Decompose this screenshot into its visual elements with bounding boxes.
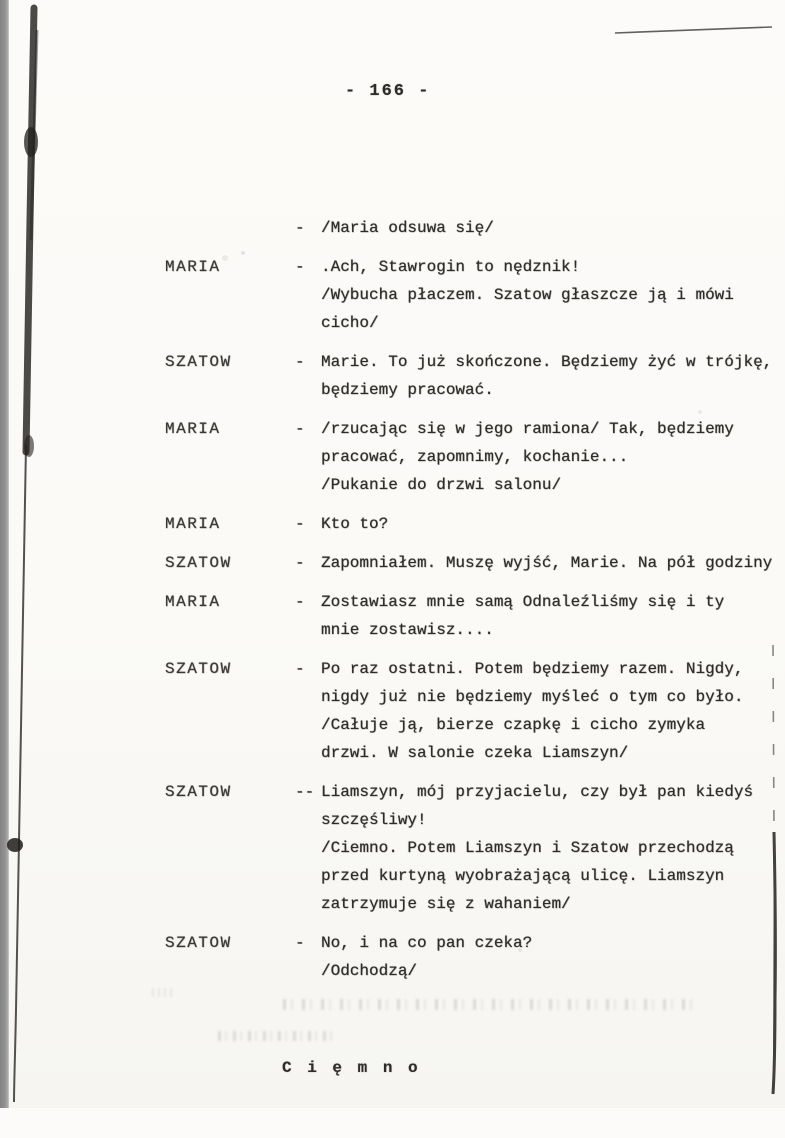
speech-block bbox=[165, 253, 781, 337]
speech-lines bbox=[321, 253, 781, 337]
speech-dash: - bbox=[295, 219, 305, 237]
speech-block bbox=[165, 655, 781, 767]
speech-lines bbox=[321, 549, 781, 577]
speech-dash: - bbox=[295, 420, 305, 438]
closing-line: C i ę m n o bbox=[282, 1059, 421, 1077]
speech-line: /Odchodzą/ bbox=[321, 962, 418, 980]
speech-line: /Pukanie do drzwi salonu/ bbox=[321, 476, 562, 494]
top-right-crease-line bbox=[615, 27, 772, 33]
speech-block bbox=[165, 415, 781, 499]
speech-line: /Całuje ją, bierze czapkę i cicho zymyka bbox=[321, 716, 706, 734]
ghost-text-smudge bbox=[218, 1031, 336, 1041]
speech-block bbox=[165, 929, 781, 985]
speech-lines bbox=[321, 655, 781, 767]
binding-knot bbox=[7, 838, 23, 852]
speech-dash: - bbox=[295, 515, 305, 533]
speaker-label: MARIA bbox=[165, 593, 221, 611]
speech-line: /rzucając się w jego ramiona/ Tak, będziemy bbox=[321, 420, 734, 438]
binding-streak-lower bbox=[14, 445, 26, 1102]
speech-line: /Ciemno. Potem Liamszyn i Szatow przechodzą bbox=[321, 839, 734, 857]
speech-block bbox=[165, 348, 781, 404]
dialogue-content bbox=[165, 158, 781, 1138]
speech-dash: - bbox=[295, 934, 305, 952]
speech-line: Zapomniałem. Muszę wyjść, Marie. Na pół godziny bbox=[321, 554, 773, 572]
speech-line: drzwi. W salonie czeka Liamszyn/ bbox=[321, 744, 629, 762]
speech-lines bbox=[321, 588, 781, 644]
ghost-text-smudge bbox=[152, 988, 174, 997]
speech-lines bbox=[321, 415, 781, 499]
speech-line: będziemy pracować. bbox=[321, 381, 494, 399]
speech-dash: - bbox=[295, 660, 305, 678]
speech-line: Po raz ostatni. Potem będziemy razem. Nigdy, bbox=[321, 660, 744, 678]
speech-line: /Maria odsuwa się/ bbox=[321, 219, 494, 237]
speech-line: przed kurtyną wyobrażającą ulicę. Liamszyn bbox=[321, 867, 725, 885]
speaker-label: SZATOW bbox=[165, 554, 232, 572]
speaker-label: SZATOW bbox=[165, 934, 232, 952]
speech-block bbox=[165, 510, 781, 538]
speaker-label bbox=[165, 214, 295, 242]
speaker-label: SZATOW bbox=[165, 660, 232, 678]
speech-block bbox=[165, 214, 781, 242]
speech-lines bbox=[321, 778, 781, 918]
speech-line: .Ach, Stawrogin to nędznik! bbox=[321, 258, 581, 276]
binding-streak-rough bbox=[31, 30, 37, 240]
speech-line: nigdy już nie będziemy myśleć o tym co było. bbox=[321, 688, 744, 706]
speech-dash: - bbox=[295, 258, 305, 276]
speech-line: Marie. To już skończone. Będziemy żyć w trójkę, bbox=[321, 353, 773, 371]
speech-line: No, i na co pan czeka? bbox=[321, 934, 533, 952]
speaker-label: MARIA bbox=[165, 258, 221, 276]
speaker-label: MARIA bbox=[165, 515, 221, 533]
speech-block bbox=[165, 549, 781, 577]
speech-lines bbox=[321, 214, 781, 242]
speech-dash: - bbox=[295, 353, 305, 371]
ghost-text-smudge bbox=[283, 999, 701, 1010]
speech-dash: -- bbox=[295, 783, 315, 801]
speech-line: mnie zostawisz.... bbox=[321, 621, 494, 639]
dialogue-area bbox=[165, 214, 781, 985]
speech-line: cicho/ bbox=[321, 314, 379, 332]
speech-line: pracować, zapomnimy, kochanie... bbox=[321, 448, 629, 466]
speech-lines bbox=[321, 929, 781, 985]
speech-block bbox=[165, 588, 781, 644]
speech-dash: - bbox=[295, 593, 305, 611]
speech-line: zatrzymuje się z wahaniem/ bbox=[321, 895, 571, 913]
binding-blob-top bbox=[24, 127, 38, 157]
speech-lines bbox=[321, 510, 781, 538]
speaker-label: MARIA bbox=[165, 420, 221, 438]
speaker-label: SZATOW bbox=[165, 353, 232, 371]
page-number: - 166 - bbox=[345, 82, 431, 101]
speech-line: Zostawiasz mnie samą Odnaleźliśmy się i ty bbox=[321, 593, 725, 611]
speech-line: /Wybucha płaczem. Szatow głaszcze ją i mówi bbox=[321, 286, 734, 304]
speaker-label: SZATOW bbox=[165, 783, 232, 801]
binding-streak-upper bbox=[26, 8, 34, 452]
binding-blob-middle bbox=[24, 435, 34, 457]
speech-line: Liamszyn, mój przyjacielu, czy był pan kiedyś bbox=[321, 783, 754, 801]
speech-line: Kto to? bbox=[321, 515, 389, 533]
speech-block bbox=[165, 778, 781, 918]
scan-edge-strip bbox=[0, 0, 9, 1108]
speech-dash: - bbox=[295, 554, 305, 572]
speech-line: szczęśliwy! bbox=[321, 811, 427, 829]
speech-lines bbox=[321, 348, 781, 404]
